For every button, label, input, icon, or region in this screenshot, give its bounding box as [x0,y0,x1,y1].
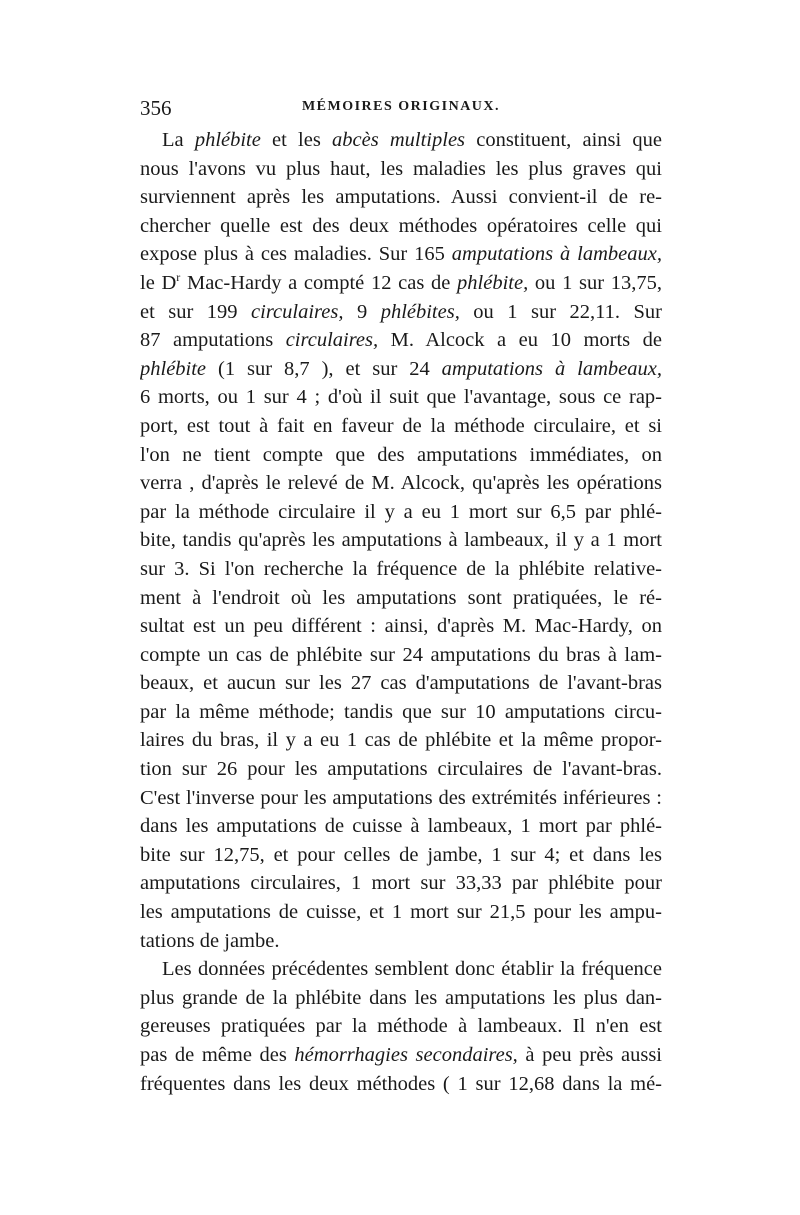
text-segment: expose plus à ces maladies. Sur 165 [140,243,452,266]
text-line [140,955,662,984]
text-segment: M. Alcock a eu 10 morts de [378,329,662,352]
text-segment: constituent, ainsi que [465,129,662,151]
text-line [140,1012,662,1041]
text-line [140,1070,662,1099]
text-segment: C'est l'inverse pour les amputations des extrémités inférieures : [140,786,662,809]
text-line [140,612,662,641]
text-segment: et sur 199 [140,300,252,323]
text-line [140,1041,662,1070]
text-segment: plus grande de la phlébite dans les amputations les plus dan- [140,986,662,1009]
italic-term: abcès multiples [332,129,466,151]
text-line [140,755,662,784]
text-segment: La [162,129,195,151]
text-segment: amputations circulaires, 1 mort sur 33,33 par phlébite pour [140,872,662,895]
text-line [140,441,662,470]
text-line [140,812,662,841]
text-segment: gereuses pratiquées par la méthode à lambeaux. Il n'en est [140,1015,662,1038]
italic-term: circulaires, [251,300,344,323]
text-line [140,784,662,813]
text-segment: à peu près aussi [517,1044,662,1066]
text-segment: 9 [343,300,381,323]
text-segment: pas de même des [140,1044,295,1066]
text-line [140,555,662,584]
text-segment: l'on ne tient compte que des amputations immédiates, on [140,443,662,466]
text-segment: sultat est un peu différent : ainsi, d'après M. Mac-Hardy, on [140,615,662,638]
text-line [140,355,662,384]
text-line [140,126,662,155]
text-line [140,641,662,670]
page-number: 356 [140,96,172,120]
italic-term: hémorrhagies secondaires, [294,1044,518,1066]
text-line [140,669,662,698]
text-line [140,841,662,870]
text-line [140,269,662,298]
text-segment: par la même méthode; tandis que sur 10 amputations circu- [140,700,662,723]
text-line [140,298,662,327]
text-segment: chercher quelle est des deux méthodes opératoires celle qui [140,214,662,237]
text-segment: verra , d'après le relevé de M. Alcock, qu'après les opérations [140,472,662,495]
text-segment: beaux, et aucun sur les 27 cas d'amputations de l'avant-bras [140,672,662,695]
text-segment: ment à l'endroit où les amputations sont pratiquées, le ré- [140,586,662,609]
text-segment: Mac-Hardy a compté 12 cas de [180,271,458,294]
body-text [140,126,662,1098]
text-segment: bite, tandis qu'après les amputations à lambeaux, il y a 1 mort [140,529,662,552]
text-line [140,726,662,755]
text-segment: tations de jambe. [140,929,280,952]
text-line [140,326,662,355]
text-segment: dans les amputations de cuisse à lambeaux, 1 mort par phlé- [140,815,662,838]
text-segment: surviennent après les amputations. Aussi convient-il de re- [140,186,662,209]
text-line [140,469,662,498]
text-line [140,183,662,212]
text-line [140,869,662,898]
text-segment: 87 amputations [140,329,286,352]
text-line [140,412,662,441]
text-line [140,498,662,527]
italic-term: phlébite, [457,271,529,294]
text-segment: tion sur 26 pour les amputations circulaires de l'avant-bras. [140,758,662,781]
italic-term: amputations à lambeaux, [451,243,662,266]
italic-term: phlébite [140,357,207,380]
italic-term: amputations à lambeaux, [441,357,662,380]
text-segment: 6 morts, ou 1 sur 4 ; d'où il suit que l'avantage, sous ce rap- [140,386,662,409]
text-line [140,383,662,412]
running-title: MÉMOIRES ORIGINAUX. [301,99,501,114]
text-segment: Les données précédentes semblent donc établir la fréquence [162,958,662,981]
text-segment: port, est tout à fait en faveur de la méthode circulaire, et si [140,414,662,437]
text-segment: compte un cas de phlébite sur 24 amputations du bras à lam- [140,643,662,666]
text-segment: laires du bras, il y a eu 1 cas de phlébite et la même propor- [140,729,662,752]
text-segment: ou 1 sur 13,75, [528,271,662,294]
italic-term: phlébite [194,129,261,151]
text-segment: bite sur 12,75, et pour celles de jambe, 1 sur 4; et dans les [140,843,662,866]
superscript: r [176,270,181,285]
text-segment: le D [140,271,177,294]
italic-term: circulaires, [285,329,379,352]
italic-term: phlébites, [380,300,460,323]
text-line [140,927,662,956]
text-line [140,240,662,269]
page-header [140,96,662,126]
text-line [140,584,662,613]
text-line [140,212,662,241]
text-line [140,698,662,727]
text-line [140,155,662,184]
text-line [140,898,662,927]
text-segment: ou 1 sur 22,11. Sur [459,300,662,323]
text-segment: fréquentes dans les deux méthodes ( 1 sur 12,68 dans la mé- [140,1072,662,1095]
text-segment: (1 sur 8,7 ), et sur 24 [206,357,442,380]
text-segment: sur 3. Si l'on recherche la fréquence de la phlébite relative- [140,557,662,580]
text-segment: nous l'avons vu plus haut, les maladies les plus graves qui [140,157,662,180]
text-segment: les amputations de cuisse, et 1 mort sur 21,5 pour les ampu- [140,901,662,924]
text-line [140,984,662,1013]
text-line [140,526,662,555]
text-segment: par la méthode circulaire il y a eu 1 mort sur 6,5 par phlé- [140,500,662,523]
text-segment: et les [260,129,332,151]
